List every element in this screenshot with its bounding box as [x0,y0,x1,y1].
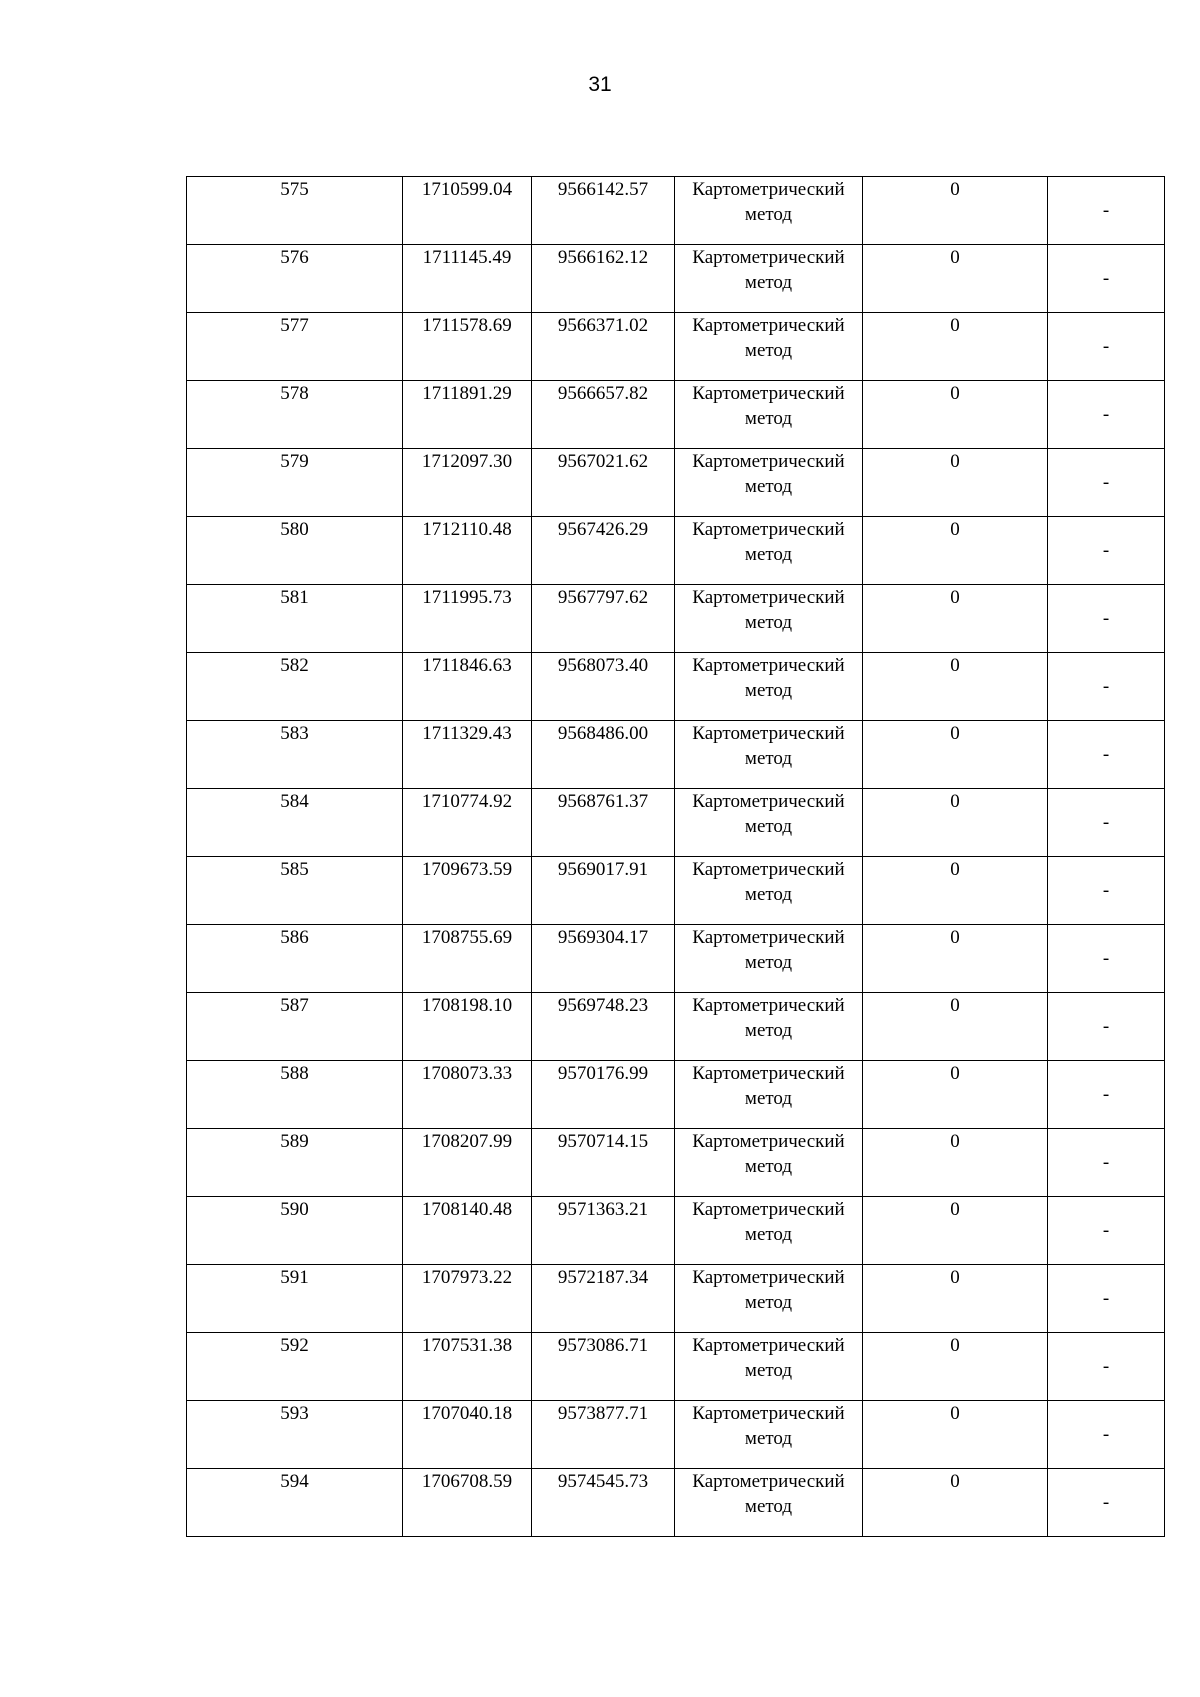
y-coordinate-cell: 9569748.23 [532,993,675,1061]
point-number-cell: 589 [187,1129,403,1197]
error-cell: 0 [863,1061,1048,1129]
x-coordinate-cell: 1708755.69 [403,925,532,993]
point-number-cell: 576 [187,245,403,313]
y-coordinate-cell: 9574545.73 [532,1469,675,1537]
point-number-cell: 575 [187,177,403,245]
description-cell: - [1048,925,1165,993]
y-coordinate-cell: 9566371.02 [532,313,675,381]
method-cell: Картометрический метод [675,1265,863,1333]
error-cell: 0 [863,381,1048,449]
x-coordinate-cell: 1707973.22 [403,1265,532,1333]
y-coordinate-cell: 9567797.62 [532,585,675,653]
point-number-cell: 588 [187,1061,403,1129]
method-cell: Картометрический метод [675,1401,863,1469]
point-number-cell: 577 [187,313,403,381]
method-cell: Картометрический метод [675,993,863,1061]
description-cell: - [1048,1401,1165,1469]
table-row [187,449,1165,517]
error-cell: 0 [863,721,1048,789]
x-coordinate-cell: 1710599.04 [403,177,532,245]
error-cell: 0 [863,1265,1048,1333]
method-cell: Картометрический метод [675,313,863,381]
method-cell: Картометрический метод [675,1129,863,1197]
y-coordinate-cell: 9569017.91 [532,857,675,925]
y-coordinate-cell: 9566142.57 [532,177,675,245]
x-coordinate-cell: 1711891.29 [403,381,532,449]
table-row [187,1061,1165,1129]
y-coordinate-cell: 9568486.00 [532,721,675,789]
table-row [187,517,1165,585]
point-number-cell: 582 [187,653,403,721]
description-cell: - [1048,1469,1165,1537]
point-number-cell: 594 [187,1469,403,1537]
point-number-cell: 591 [187,1265,403,1333]
y-coordinate-cell: 9569304.17 [532,925,675,993]
description-cell: - [1048,1129,1165,1197]
error-cell: 0 [863,993,1048,1061]
description-cell: - [1048,177,1165,245]
point-number-cell: 592 [187,1333,403,1401]
description-cell: - [1048,721,1165,789]
description-cell: - [1048,653,1165,721]
table-row [187,177,1165,245]
error-cell: 0 [863,517,1048,585]
x-coordinate-cell: 1708207.99 [403,1129,532,1197]
point-number-cell: 585 [187,857,403,925]
table-row [187,1469,1165,1537]
y-coordinate-cell: 9573086.71 [532,1333,675,1401]
x-coordinate-cell: 1708198.10 [403,993,532,1061]
y-coordinate-cell: 9566162.12 [532,245,675,313]
point-number-cell: 580 [187,517,403,585]
method-cell: Картометрический метод [675,721,863,789]
table-row [187,1129,1165,1197]
method-cell: Картометрический метод [675,177,863,245]
point-number-cell: 583 [187,721,403,789]
method-cell: Картометрический метод [675,449,863,517]
point-number-cell: 590 [187,1197,403,1265]
table-row [187,381,1165,449]
error-cell: 0 [863,313,1048,381]
point-number-cell: 584 [187,789,403,857]
error-cell: 0 [863,925,1048,993]
page-number: 31 [588,73,612,96]
table-row [187,245,1165,313]
method-cell: Картометрический метод [675,1333,863,1401]
x-coordinate-cell: 1711995.73 [403,585,532,653]
error-cell: 0 [863,1333,1048,1401]
description-cell: - [1048,1265,1165,1333]
point-number-cell: 579 [187,449,403,517]
y-coordinate-cell: 9568073.40 [532,653,675,721]
x-coordinate-cell: 1712110.48 [403,517,532,585]
table-row [187,789,1165,857]
table-row [187,993,1165,1061]
error-cell: 0 [863,1469,1048,1537]
method-cell: Картометрический метод [675,653,863,721]
point-number-cell: 581 [187,585,403,653]
description-cell: - [1048,449,1165,517]
description-cell: - [1048,585,1165,653]
error-cell: 0 [863,245,1048,313]
method-cell: Картометрический метод [675,381,863,449]
y-coordinate-cell: 9571363.21 [532,1197,675,1265]
description-cell: - [1048,789,1165,857]
method-cell: Картометрический метод [675,1469,863,1537]
x-coordinate-cell: 1707040.18 [403,1401,532,1469]
description-cell: - [1048,517,1165,585]
error-cell: 0 [863,789,1048,857]
y-coordinate-cell: 9573877.71 [532,1401,675,1469]
table-row [187,857,1165,925]
point-number-cell: 586 [187,925,403,993]
x-coordinate-cell: 1711578.69 [403,313,532,381]
y-coordinate-cell: 9570176.99 [532,1061,675,1129]
method-cell: Картометрический метод [675,517,863,585]
table-row [187,1197,1165,1265]
x-coordinate-cell: 1708140.48 [403,1197,532,1265]
method-cell: Картометрический метод [675,1061,863,1129]
y-coordinate-cell: 9567426.29 [532,517,675,585]
method-cell: Картометрический метод [675,1197,863,1265]
table-row [187,1333,1165,1401]
method-cell: Картометрический метод [675,925,863,993]
error-cell: 0 [863,653,1048,721]
error-cell: 0 [863,1129,1048,1197]
error-cell: 0 [863,857,1048,925]
description-cell: - [1048,857,1165,925]
table-row [187,313,1165,381]
error-cell: 0 [863,1197,1048,1265]
method-cell: Картометрический метод [675,789,863,857]
description-cell: - [1048,381,1165,449]
x-coordinate-cell: 1711846.63 [403,653,532,721]
point-number-cell: 587 [187,993,403,1061]
method-cell: Картометрический метод [675,585,863,653]
x-coordinate-cell: 1711329.43 [403,721,532,789]
x-coordinate-cell: 1712097.30 [403,449,532,517]
description-cell: - [1048,993,1165,1061]
point-number-cell: 578 [187,381,403,449]
method-cell: Картометрический метод [675,857,863,925]
error-cell: 0 [863,585,1048,653]
description-cell: - [1048,1333,1165,1401]
point-number-cell: 593 [187,1401,403,1469]
y-coordinate-cell: 9567021.62 [532,449,675,517]
coordinates-table-body [187,177,1165,1537]
x-coordinate-cell: 1711145.49 [403,245,532,313]
x-coordinate-cell: 1710774.92 [403,789,532,857]
error-cell: 0 [863,177,1048,245]
table-row [187,1265,1165,1333]
coordinates-table [186,176,1165,1537]
x-coordinate-cell: 1708073.33 [403,1061,532,1129]
description-cell: - [1048,1061,1165,1129]
y-coordinate-cell: 9566657.82 [532,381,675,449]
table-row [187,1401,1165,1469]
error-cell: 0 [863,1401,1048,1469]
description-cell: - [1048,1197,1165,1265]
description-cell: - [1048,245,1165,313]
x-coordinate-cell: 1706708.59 [403,1469,532,1537]
table-row [187,925,1165,993]
x-coordinate-cell: 1707531.38 [403,1333,532,1401]
table-row [187,585,1165,653]
description-cell: - [1048,313,1165,381]
table-row [187,721,1165,789]
y-coordinate-cell: 9570714.15 [532,1129,675,1197]
y-coordinate-cell: 9568761.37 [532,789,675,857]
error-cell: 0 [863,449,1048,517]
y-coordinate-cell: 9572187.34 [532,1265,675,1333]
method-cell: Картометрический метод [675,245,863,313]
x-coordinate-cell: 1709673.59 [403,857,532,925]
table-row [187,653,1165,721]
